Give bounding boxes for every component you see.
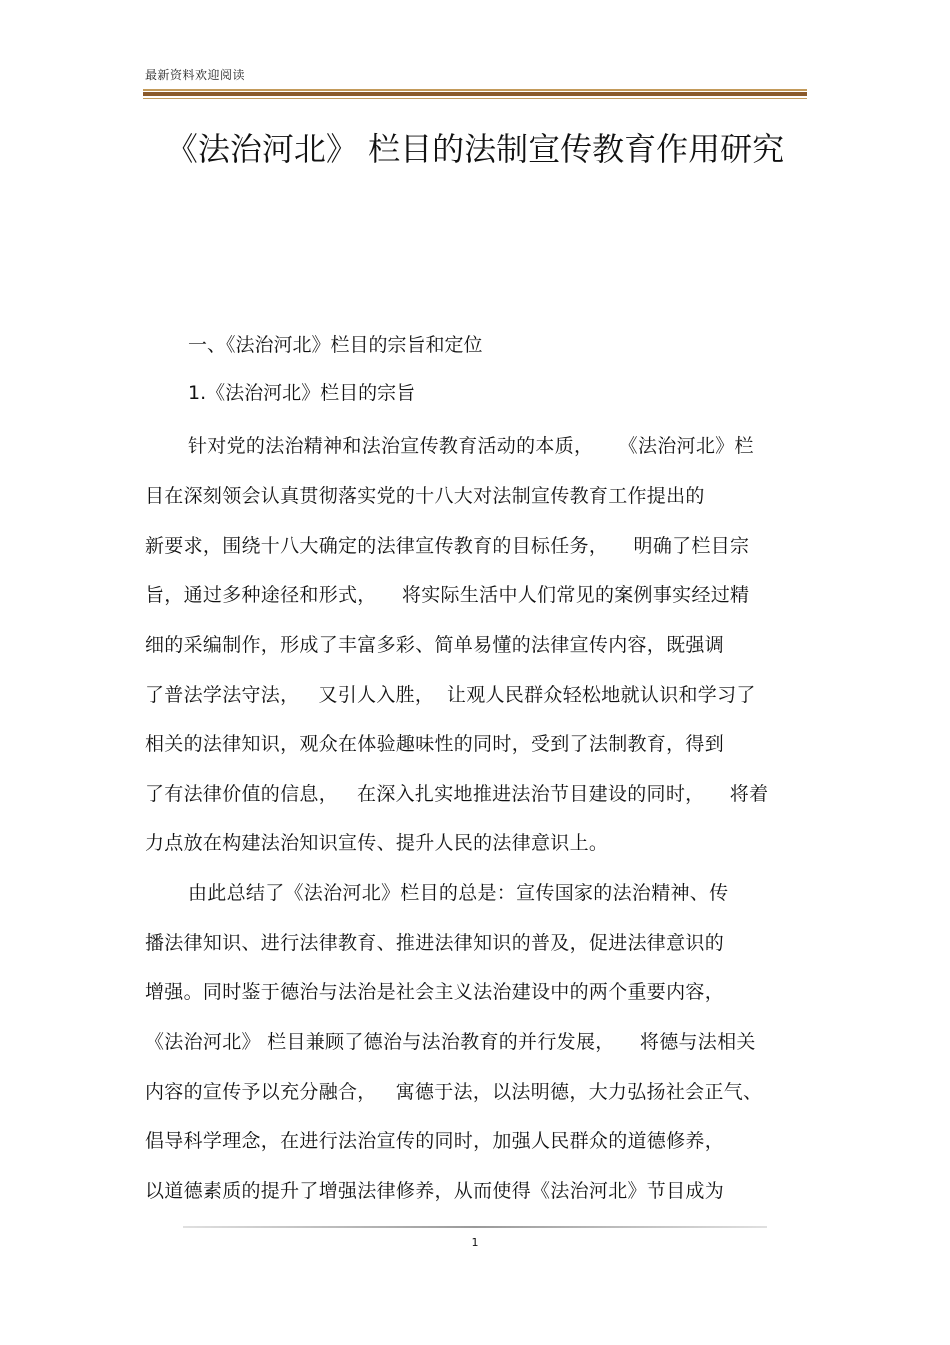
paragraph-line: 增强。同时鉴于德治与法治是社会主义法治建设中的两个重要内容，: [145, 981, 725, 1003]
header-rule-bottom: [143, 98, 807, 99]
paragraph-line: 了普法学法守法， 又引人入胜， 让观人民群众轻松地就认识和学习了: [145, 684, 756, 706]
paragraph-line: 内容的宣传予以充分融合， 寓德于法，以法明德，大力弘扬社会正气、: [145, 1081, 763, 1103]
header-text: 最新资料欢迎阅读: [145, 68, 246, 82]
paragraph-line: 目在深刻领会认真贯彻落实党的十八大对法制宣传教育工作提出的: [145, 485, 705, 507]
section-heading: 一、《法治河北》栏目的宗旨和定位: [188, 334, 483, 356]
paragraph-line: 针对党的法治精神和法治宣传教育活动的本质， 《法治河北》栏: [188, 435, 754, 457]
header-rule-thick: [143, 92, 807, 96]
footer-rule: [183, 1226, 767, 1228]
paragraph-line: 细的采编制作，形成了丰富多彩、简单易懂的法律宣传内容，既强调: [145, 634, 725, 656]
paragraph-line: 旨，通过多种途径和形式， 将实际生活中人们常见的案例事实经过精: [145, 584, 750, 606]
paragraph-line: 新要求，围绕十八大确定的法律宣传教育的目标任务， 明确了栏目宗: [145, 535, 750, 557]
paragraph-line: 力点放在构建法治知识宣传、提升人民的法律意识上。: [145, 832, 609, 854]
paragraph-line: 倡导科学理念，在进行法治宣传的同时，加强人民群众的道德修养，: [145, 1130, 725, 1152]
paragraph-line: 播法律知识、进行法律教育、推进法律知识的普及，促进法律意识的: [145, 932, 725, 954]
document-title: 《法治河北》 栏目的法制宣传教育作用研究: [165, 130, 785, 168]
paragraph-line: 了有法律价值的信息， 在深入扎实地推进法治节目建设的同时， 将着: [145, 783, 769, 805]
paragraph-line: 《法治河北》 栏目兼顾了德治与法治教育的并行发展， 将德与法相关: [145, 1031, 756, 1053]
paragraph-line: 由此总结了《法治河北》栏目的总是：宣传国家的法治精神、传: [188, 882, 729, 904]
header-rule-top: [143, 89, 807, 91]
paragraph-line: 以道德素质的提升了增强法律修养，从而使得《法治河北》节目成为: [145, 1180, 725, 1202]
subsection-heading: 1.《法治河北》栏目的宗旨: [188, 382, 416, 404]
paragraph-line: 相关的法律知识，观众在体验趣味性的同时，受到了法制教育，得到: [145, 733, 725, 755]
page-number: 1: [471, 1236, 479, 1249]
